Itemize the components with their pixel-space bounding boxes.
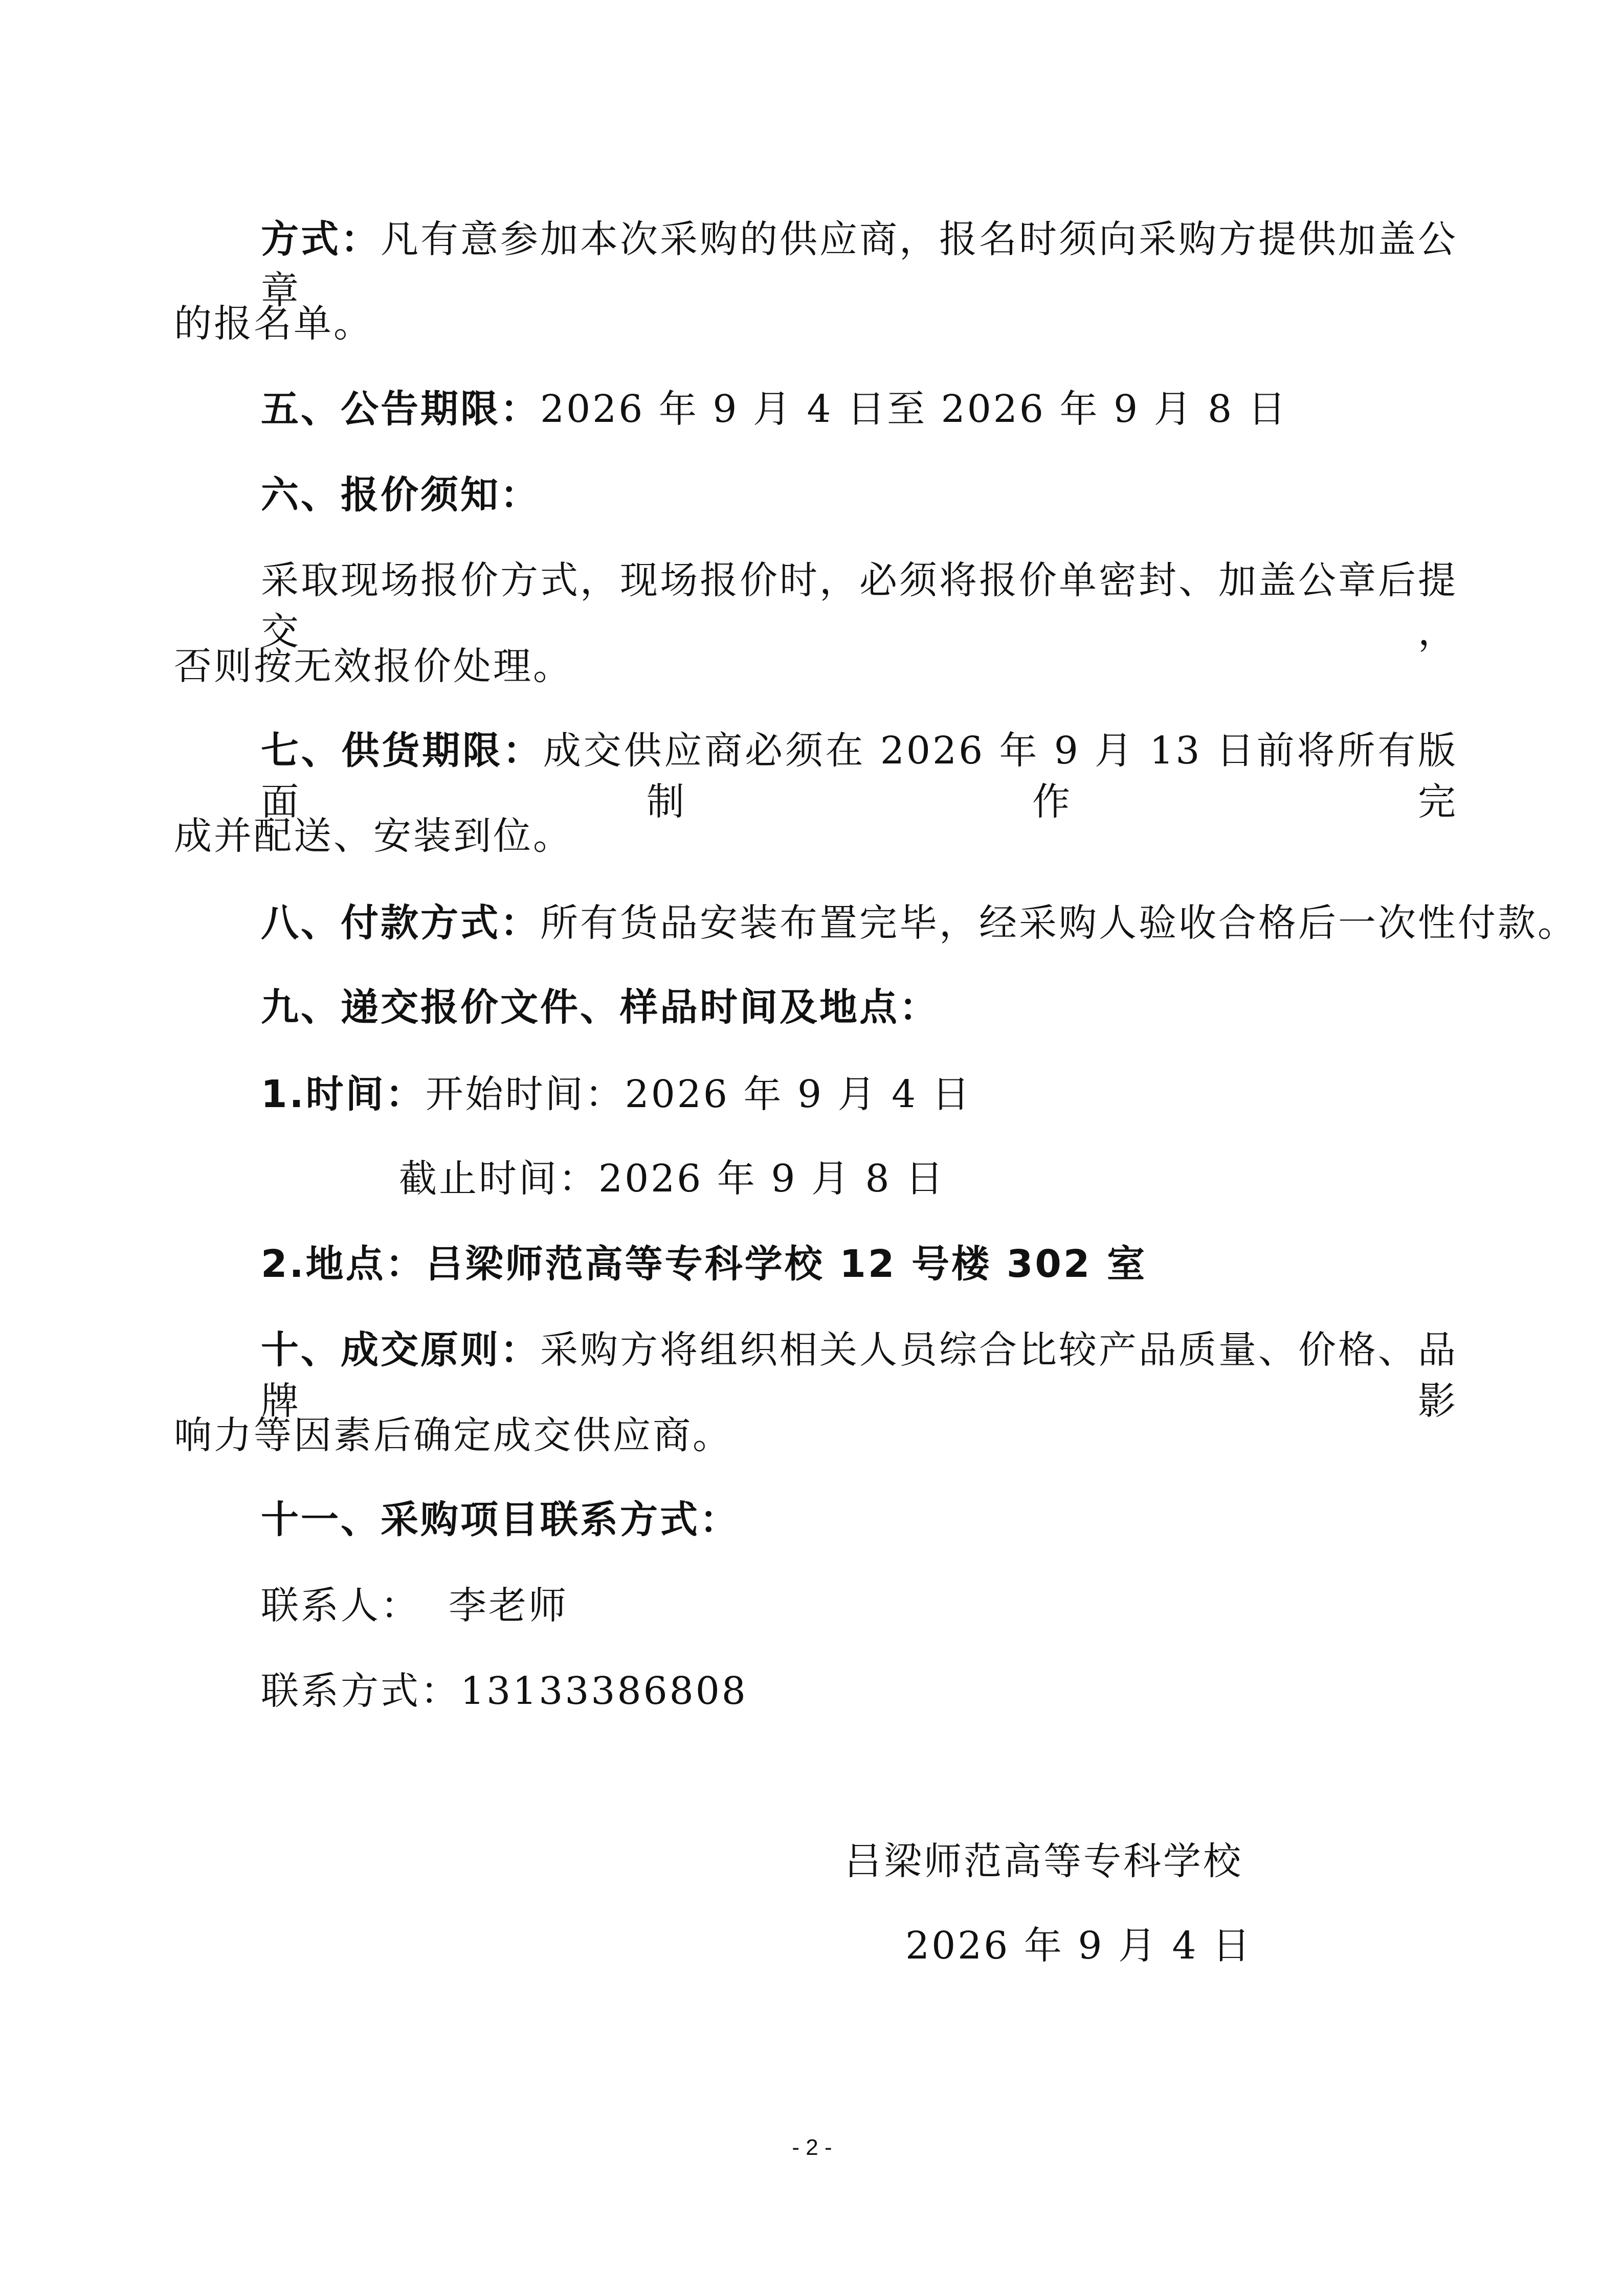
section-9-heading: 九、递交报价文件、样品时间及地点： xyxy=(261,985,939,1029)
section-7-heading: 七、供货期限： xyxy=(261,729,543,773)
method-text: 凡有意参加本次采购的供应商，报名时须向采购方提供加盖公章 xyxy=(261,217,1458,312)
paragraph-method-line2: 的报名单。 xyxy=(174,302,373,346)
section-5-heading: 五、公告期限： xyxy=(261,387,540,431)
contact-person: 联系人： 李老师 xyxy=(261,1584,569,1628)
section-7-line2: 成并配送、安装到位。 xyxy=(174,814,573,858)
section-10-heading: 十、成交原则： xyxy=(261,1328,540,1372)
section-announcement-period xyxy=(261,384,1288,435)
section-10-line2: 响力等因素后确定成交供应商。 xyxy=(174,1413,732,1457)
method-label: 方式： xyxy=(261,217,381,261)
page-number: - 2 - xyxy=(792,2135,832,2160)
section-9-start-time: 开始时间：2026 年 9 月 4 日 xyxy=(425,1072,972,1116)
section-9-time-label: 1.时间： xyxy=(261,1072,426,1116)
section-9-time xyxy=(261,1069,972,1120)
section-8 xyxy=(261,897,1577,949)
section-11-heading: 十一、采购项目联系方式： xyxy=(261,1498,740,1542)
section-9-end-time: 截止时间：2026 年 9 月 8 日 xyxy=(399,1157,946,1201)
signature-organization: 吕梁师范高等专科学校 xyxy=(844,1839,1243,1883)
section-7-text: 成交供应商必须在 2026 年 9 月 13 日前将所有版面制作完 xyxy=(261,729,1458,824)
paragraph-method-line1 xyxy=(261,214,1458,316)
section-5-text: 2026 年 9 月 4 日至 2026 年 9 月 8 日 xyxy=(540,387,1288,431)
section-8-text: 所有货品安装布置完毕，经采购人验收合格后一次性付款。 xyxy=(540,901,1577,945)
section-9-place: 2.地点：吕梁师范高等专科学校 12 号楼 302 室 xyxy=(261,1242,1147,1286)
section-6-line2: 否则按无效报价处理。 xyxy=(174,644,573,688)
section-6-line1: 采取现场报价方式，现场报价时，必须将报价单密封、加盖公章后提交， xyxy=(261,558,1458,654)
section-10-text: 采购方将组织相关人员综合比较产品质量、价格、品牌影 xyxy=(261,1328,1458,1423)
contact-phone: 联系方式：13133386808 xyxy=(261,1669,748,1713)
signature-date: 2026 年 9 月 4 日 xyxy=(905,1924,1253,1968)
section-6-heading: 六、报价须知： xyxy=(261,473,540,517)
section-8-heading: 八、付款方式： xyxy=(261,901,540,945)
